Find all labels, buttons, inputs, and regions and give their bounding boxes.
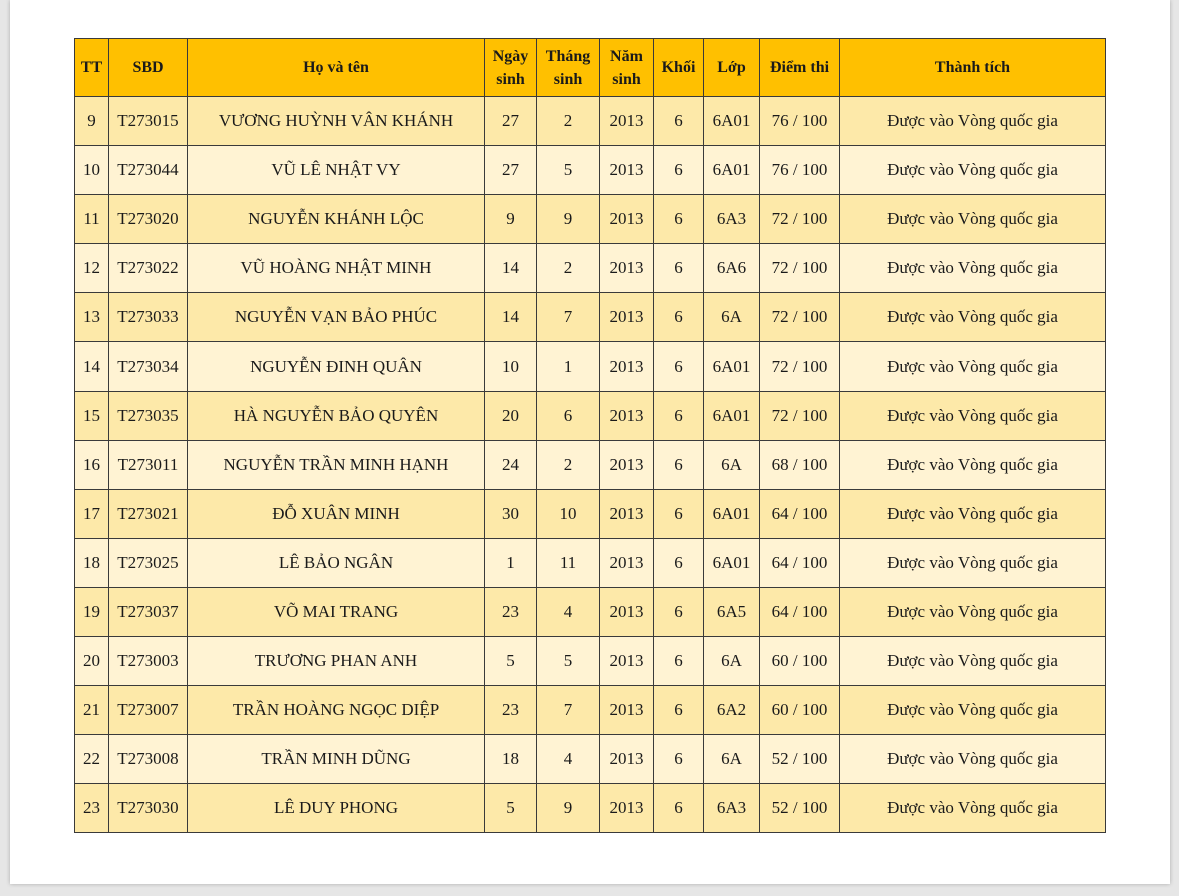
cell-tt: 17	[75, 489, 109, 538]
cell-name: NGUYỄN ĐINH QUÂN	[188, 342, 485, 391]
cell-tt: 18	[75, 538, 109, 587]
cell-name: ĐỖ XUÂN MINH	[188, 489, 485, 538]
cell-grade: 6	[654, 735, 704, 784]
cell-day: 10	[485, 342, 537, 391]
cell-year: 2013	[600, 686, 654, 735]
cell-month: 4	[537, 587, 600, 636]
cell-month: 2	[537, 244, 600, 293]
table-row	[75, 637, 1106, 686]
cell-class: 6A01	[704, 538, 760, 587]
cell-score: 52 / 100	[760, 735, 840, 784]
table-row	[75, 489, 1106, 538]
cell-name: NGUYỄN TRẦN MINH HẠNH	[188, 440, 485, 489]
cell-day: 14	[485, 244, 537, 293]
cell-class: 6A01	[704, 146, 760, 195]
cell-month: 7	[537, 686, 600, 735]
cell-score: 64 / 100	[760, 538, 840, 587]
cell-achievement: Được vào Vòng quốc gia	[840, 342, 1106, 391]
header-year-line1: Năm	[610, 47, 643, 65]
header-score: Điểm thi	[760, 39, 840, 97]
table-body	[75, 97, 1106, 833]
cell-achievement: Được vào Vòng quốc gia	[840, 489, 1106, 538]
cell-month: 2	[537, 97, 600, 146]
cell-year: 2013	[600, 637, 654, 686]
cell-name: NGUYỄN KHÁNH LỘC	[188, 195, 485, 244]
cell-year: 2013	[600, 293, 654, 342]
cell-sbd: T273020	[109, 195, 188, 244]
table-row	[75, 391, 1106, 440]
cell-class: 6A3	[704, 784, 760, 833]
cell-class: 6A6	[704, 244, 760, 293]
cell-grade: 6	[654, 97, 704, 146]
table-row	[75, 686, 1106, 735]
cell-year: 2013	[600, 391, 654, 440]
header-row	[75, 39, 1106, 97]
cell-sbd: T273022	[109, 244, 188, 293]
cell-score: 76 / 100	[760, 146, 840, 195]
cell-tt: 9	[75, 97, 109, 146]
cell-day: 20	[485, 391, 537, 440]
cell-grade: 6	[654, 146, 704, 195]
cell-grade: 6	[654, 784, 704, 833]
cell-tt: 11	[75, 195, 109, 244]
cell-score: 68 / 100	[760, 440, 840, 489]
cell-achievement: Được vào Vòng quốc gia	[840, 587, 1106, 636]
cell-month: 9	[537, 195, 600, 244]
cell-achievement: Được vào Vòng quốc gia	[840, 735, 1106, 784]
cell-name: TRẦN HOÀNG NGỌC DIỆP	[188, 686, 485, 735]
header-achievement: Thành tích	[840, 39, 1106, 97]
cell-grade: 6	[654, 293, 704, 342]
cell-achievement: Được vào Vòng quốc gia	[840, 391, 1106, 440]
cell-month: 4	[537, 735, 600, 784]
cell-class: 6A2	[704, 686, 760, 735]
cell-score: 72 / 100	[760, 244, 840, 293]
results-table	[74, 38, 1106, 833]
cell-grade: 6	[654, 686, 704, 735]
cell-month: 5	[537, 146, 600, 195]
cell-tt: 19	[75, 587, 109, 636]
cell-grade: 6	[654, 244, 704, 293]
cell-day: 27	[485, 97, 537, 146]
cell-class: 6A01	[704, 342, 760, 391]
cell-score: 60 / 100	[760, 637, 840, 686]
cell-achievement: Được vào Vòng quốc gia	[840, 440, 1106, 489]
cell-score: 52 / 100	[760, 784, 840, 833]
cell-year: 2013	[600, 784, 654, 833]
header-day	[485, 39, 537, 97]
header-name: Họ và tên	[188, 39, 485, 97]
cell-sbd: T273035	[109, 391, 188, 440]
header-grade: Khối	[654, 39, 704, 97]
cell-name: NGUYỄN VẠN BẢO PHÚC	[188, 293, 485, 342]
cell-sbd: T273015	[109, 97, 188, 146]
cell-class: 6A	[704, 440, 760, 489]
cell-grade: 6	[654, 489, 704, 538]
cell-achievement: Được vào Vòng quốc gia	[840, 686, 1106, 735]
cell-sbd: T273033	[109, 293, 188, 342]
cell-achievement: Được vào Vòng quốc gia	[840, 293, 1106, 342]
cell-name: VÕ MAI TRANG	[188, 587, 485, 636]
cell-tt: 12	[75, 244, 109, 293]
header-day-line2: sinh	[496, 70, 525, 88]
cell-day: 9	[485, 195, 537, 244]
cell-year: 2013	[600, 538, 654, 587]
cell-achievement: Được vào Vòng quốc gia	[840, 637, 1106, 686]
cell-achievement: Được vào Vòng quốc gia	[840, 784, 1106, 833]
cell-class: 6A	[704, 735, 760, 784]
cell-class: 6A01	[704, 97, 760, 146]
table-row	[75, 735, 1106, 784]
header-year	[600, 39, 654, 97]
cell-class: 6A01	[704, 489, 760, 538]
header-year-line2: sinh	[612, 70, 641, 88]
cell-year: 2013	[600, 587, 654, 636]
cell-achievement: Được vào Vòng quốc gia	[840, 244, 1106, 293]
cell-grade: 6	[654, 391, 704, 440]
cell-name: VƯƠNG HUỲNH VÂN KHÁNH	[188, 97, 485, 146]
cell-class: 6A	[704, 293, 760, 342]
cell-class: 6A5	[704, 587, 760, 636]
cell-grade: 6	[654, 587, 704, 636]
cell-month: 9	[537, 784, 600, 833]
cell-tt: 21	[75, 686, 109, 735]
cell-tt: 10	[75, 146, 109, 195]
cell-tt: 22	[75, 735, 109, 784]
cell-month: 5	[537, 637, 600, 686]
table-row	[75, 784, 1106, 833]
cell-class: 6A3	[704, 195, 760, 244]
cell-day: 23	[485, 587, 537, 636]
cell-name: TRẦN MINH DŨNG	[188, 735, 485, 784]
cell-achievement: Được vào Vòng quốc gia	[840, 146, 1106, 195]
cell-year: 2013	[600, 735, 654, 784]
table-row	[75, 244, 1106, 293]
cell-year: 2013	[600, 97, 654, 146]
cell-day: 30	[485, 489, 537, 538]
cell-day: 23	[485, 686, 537, 735]
cell-grade: 6	[654, 195, 704, 244]
header-month	[537, 39, 600, 97]
cell-achievement: Được vào Vòng quốc gia	[840, 97, 1106, 146]
cell-month: 2	[537, 440, 600, 489]
cell-score: 72 / 100	[760, 391, 840, 440]
cell-tt: 13	[75, 293, 109, 342]
cell-score: 60 / 100	[760, 686, 840, 735]
cell-name: TRƯƠNG PHAN ANH	[188, 637, 485, 686]
cell-grade: 6	[654, 342, 704, 391]
table-row	[75, 587, 1106, 636]
cell-name: LÊ DUY PHONG	[188, 784, 485, 833]
cell-score: 76 / 100	[760, 97, 840, 146]
cell-month: 6	[537, 391, 600, 440]
header-class: Lớp	[704, 39, 760, 97]
cell-name: HÀ NGUYỄN BẢO QUYÊN	[188, 391, 485, 440]
cell-sbd: T273011	[109, 440, 188, 489]
cell-tt: 23	[75, 784, 109, 833]
cell-sbd: T273008	[109, 735, 188, 784]
table-row	[75, 440, 1106, 489]
cell-sbd: T273003	[109, 637, 188, 686]
cell-month: 1	[537, 342, 600, 391]
cell-class: 6A01	[704, 391, 760, 440]
cell-month: 10	[537, 489, 600, 538]
cell-tt: 15	[75, 391, 109, 440]
cell-month: 11	[537, 538, 600, 587]
cell-score: 64 / 100	[760, 587, 840, 636]
cell-day: 18	[485, 735, 537, 784]
cell-score: 72 / 100	[760, 342, 840, 391]
cell-achievement: Được vào Vòng quốc gia	[840, 195, 1106, 244]
cell-year: 2013	[600, 440, 654, 489]
cell-year: 2013	[600, 195, 654, 244]
cell-year: 2013	[600, 489, 654, 538]
table-row	[75, 538, 1106, 587]
cell-tt: 14	[75, 342, 109, 391]
cell-sbd: T273025	[109, 538, 188, 587]
cell-name: LÊ BẢO NGÂN	[188, 538, 485, 587]
cell-sbd: T273034	[109, 342, 188, 391]
cell-sbd: T273037	[109, 587, 188, 636]
cell-tt: 16	[75, 440, 109, 489]
header-day-line1: Ngày	[492, 47, 529, 65]
cell-grade: 6	[654, 538, 704, 587]
cell-sbd: T273030	[109, 784, 188, 833]
cell-day: 24	[485, 440, 537, 489]
cell-score: 72 / 100	[760, 195, 840, 244]
cell-day: 27	[485, 146, 537, 195]
header-tt: TT	[75, 39, 109, 97]
cell-score: 72 / 100	[760, 293, 840, 342]
table-row	[75, 97, 1106, 146]
document-page	[10, 0, 1170, 884]
table-row	[75, 195, 1106, 244]
table-row	[75, 293, 1106, 342]
cell-tt: 20	[75, 637, 109, 686]
table-row	[75, 146, 1106, 195]
cell-sbd: T273044	[109, 146, 188, 195]
cell-sbd: T273021	[109, 489, 188, 538]
cell-year: 2013	[600, 146, 654, 195]
cell-grade: 6	[654, 637, 704, 686]
cell-day: 5	[485, 637, 537, 686]
cell-class: 6A	[704, 637, 760, 686]
cell-day: 14	[485, 293, 537, 342]
cell-sbd: T273007	[109, 686, 188, 735]
cell-day: 1	[485, 538, 537, 587]
header-month-line1: Tháng	[545, 47, 591, 65]
cell-achievement: Được vào Vòng quốc gia	[840, 538, 1106, 587]
cell-day: 5	[485, 784, 537, 833]
cell-grade: 6	[654, 440, 704, 489]
cell-score: 64 / 100	[760, 489, 840, 538]
cell-year: 2013	[600, 244, 654, 293]
cell-month: 7	[537, 293, 600, 342]
header-month-line2: sinh	[553, 70, 583, 88]
cell-name: VŨ HOÀNG NHẬT MINH	[188, 244, 485, 293]
cell-year: 2013	[600, 342, 654, 391]
header-sbd: SBD	[109, 39, 188, 97]
table-row	[75, 342, 1106, 391]
cell-name: VŨ LÊ NHẬT VY	[188, 146, 485, 195]
